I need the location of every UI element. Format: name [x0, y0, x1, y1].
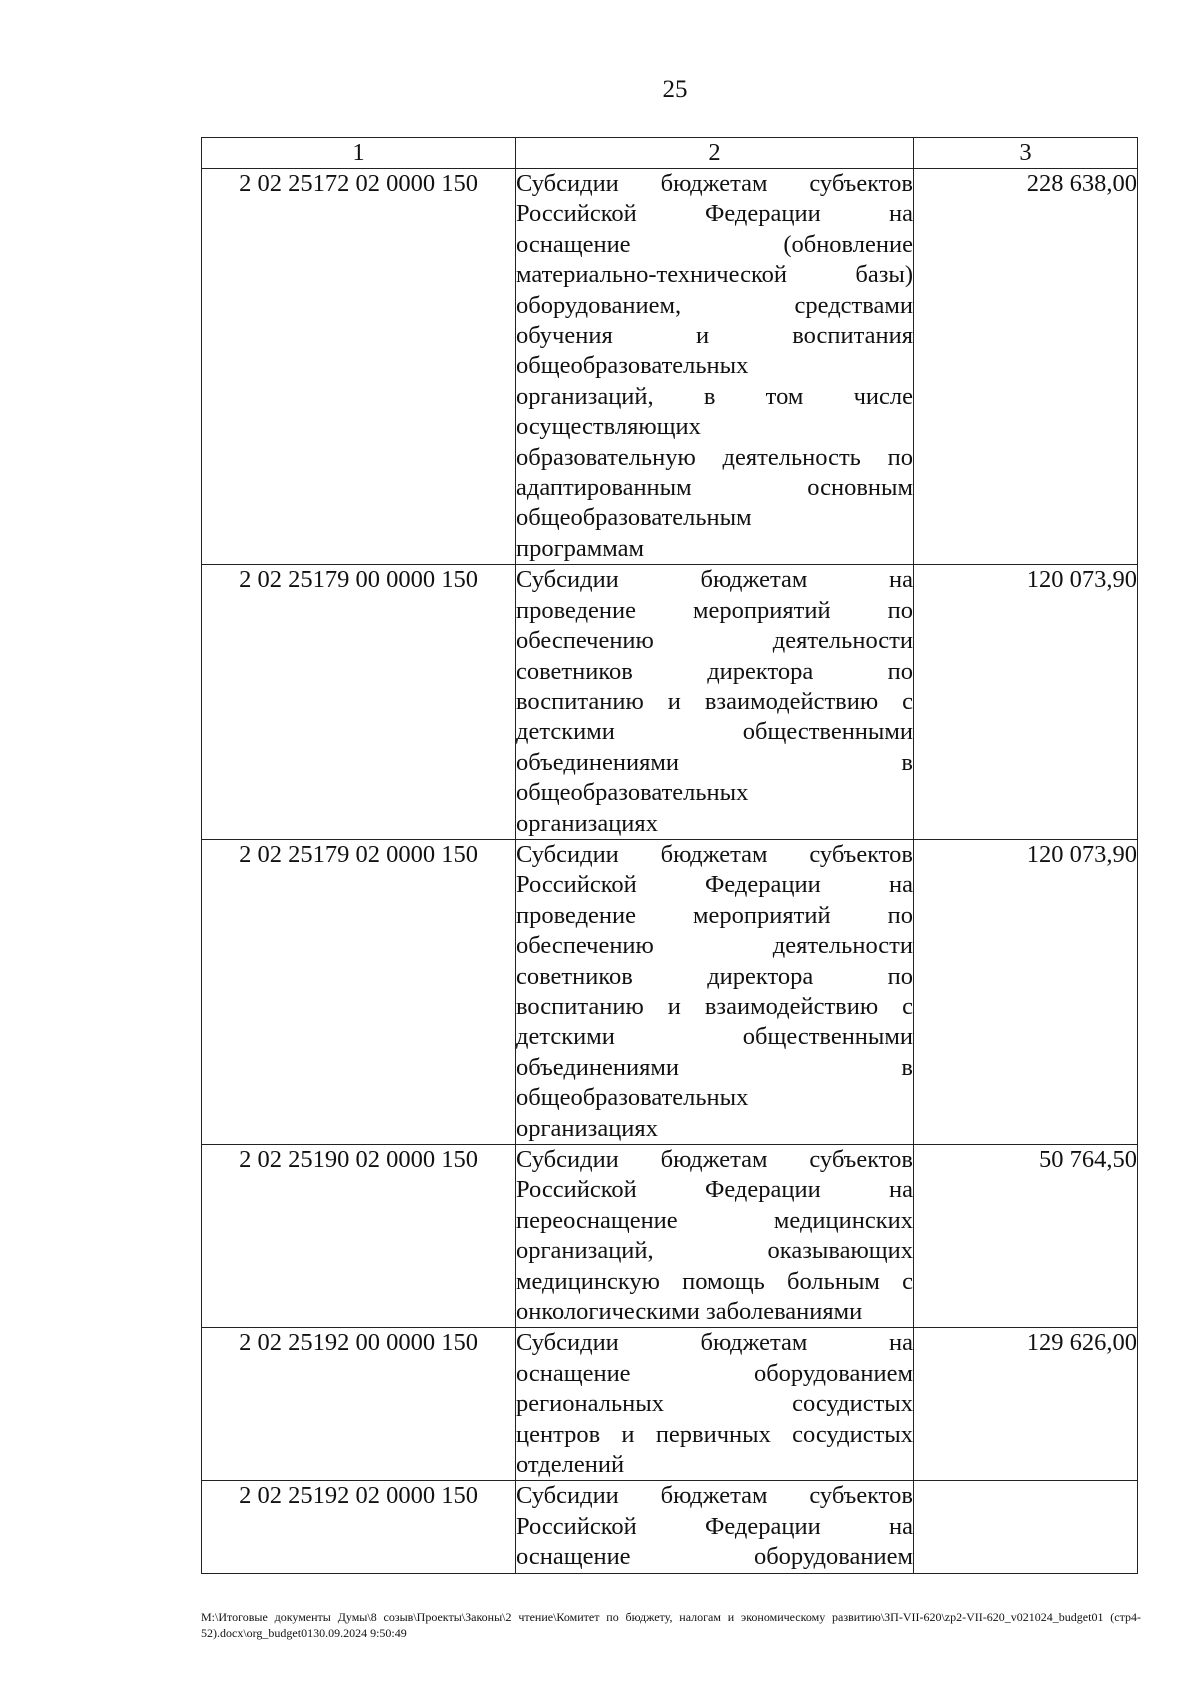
description-line: осуществляющих [516, 413, 701, 441]
description-line: Субсидии бюджетам на [516, 1329, 913, 1357]
table-row [202, 1481, 1138, 1573]
description-line: организаций, оказывающих [516, 1237, 913, 1265]
description-line: общеобразовательных [516, 352, 749, 380]
description-line: Российской Федерации на [516, 871, 913, 899]
column-header-2: 2 [516, 138, 914, 169]
description-line: объединениями в [516, 748, 913, 776]
description-line: Субсидии бюджетам на [516, 566, 913, 594]
budget-code: 2 02 25190 02 0000 150 [202, 1145, 516, 1328]
description-line: советников директора по [516, 962, 913, 990]
table-body [202, 169, 1138, 1574]
description-line: Субсидии бюджетам субъектов [516, 840, 913, 868]
description-line: проведение мероприятий по [516, 901, 913, 929]
table-row [202, 1328, 1138, 1481]
header-row [202, 138, 1138, 169]
description-line: Российской Федерации на [516, 200, 913, 228]
description-line: образовательную деятельность по [516, 443, 913, 471]
description-line: объединениями в [516, 1053, 913, 1081]
budget-code: 2 02 25192 02 0000 150 [202, 1481, 516, 1573]
column-header-1: 1 [202, 138, 516, 169]
table-row [202, 839, 1138, 1144]
description-line: Российской Федерации на [516, 1512, 913, 1540]
description-line: общеобразовательных [516, 1084, 749, 1112]
description-line: Российской Федерации на [516, 1176, 913, 1204]
table-header [202, 138, 1138, 169]
description-line: детскими общественными [516, 718, 913, 746]
description-line: программам [516, 534, 645, 562]
description-line: переоснащение медицинских [516, 1206, 913, 1234]
row-description [516, 839, 914, 1144]
row-amount: 228 638,00 [914, 169, 1138, 565]
description-line: Субсидии бюджетам субъектов [516, 1146, 913, 1173]
description-line: общеобразовательных [516, 779, 749, 807]
row-amount: 129 626,00 [914, 1328, 1138, 1481]
column-header-3: 3 [914, 138, 1138, 169]
description-line: обучения и воспитания [516, 322, 913, 350]
description-line: обеспечению деятельности [516, 932, 913, 960]
row-description [516, 1328, 914, 1481]
description-line: организаций, в том числе [516, 382, 913, 410]
description-line: материально-технической базы) [516, 261, 913, 289]
description-line: организациях [516, 1114, 658, 1142]
description-line: центров и первичных сосудистых [516, 1420, 913, 1448]
row-amount: 120 073,90 [914, 565, 1138, 840]
budget-code: 2 02 25179 00 0000 150 [202, 565, 516, 840]
table-row [202, 1145, 1138, 1328]
row-amount [914, 1481, 1138, 1573]
description-line: отделений [516, 1451, 625, 1479]
table-row [202, 169, 1138, 565]
description-line: проведение мероприятий по [516, 596, 913, 624]
table-row [202, 565, 1138, 840]
description-line: медицинскую помощь больным с [516, 1267, 913, 1295]
budget-code: 2 02 25172 02 0000 150 [202, 169, 516, 565]
row-description [516, 565, 914, 840]
row-description [516, 169, 914, 565]
row-amount: 120 073,90 [914, 839, 1138, 1144]
description-line: Субсидии бюджетам субъектов [516, 170, 913, 197]
budget-code: 2 02 25192 00 0000 150 [202, 1328, 516, 1481]
budget-code: 2 02 25179 02 0000 150 [202, 839, 516, 1144]
description-line: онкологическими заболеваниями [516, 1298, 863, 1326]
description-line: обеспечению деятельности [516, 627, 913, 655]
description-line: общеобразовательным [516, 504, 752, 532]
description-line: воспитанию и взаимодействию с [516, 687, 913, 715]
description-line: оснащение (обновление [516, 230, 913, 258]
description-line: оборудованием, средствами [516, 291, 913, 319]
description-line: воспитанию и взаимодействию с [516, 992, 913, 1020]
row-description [516, 1481, 914, 1573]
description-line: региональных сосудистых [516, 1390, 913, 1418]
description-line: организациях [516, 809, 658, 837]
file-path-footer: M:\Итоговые документы Думы\8 созыв\Проекты\Законы\2 чтение\Комитет по бюджету, налогам и экономическому развитию\ЗП-VII-620\zp2-VII-620_v021024_budget01 (стр4-52).docx\org_budget0130.09.2024 9:50:49 [201, 1610, 1141, 1640]
description-line: оснащение оборудованием [516, 1543, 913, 1571]
description-line: Субсидии бюджетам субъектов [516, 1482, 913, 1510]
description-line: адаптированным основным [516, 474, 913, 502]
description-line: детскими общественными [516, 1023, 913, 1051]
page-number: 25 [662, 76, 688, 103]
description-line: оснащение оборудованием [516, 1359, 913, 1387]
row-amount: 50 764,50 [914, 1145, 1138, 1328]
budget-table [201, 137, 1138, 1574]
description-line: советников директора по [516, 657, 913, 685]
row-description [516, 1145, 914, 1328]
